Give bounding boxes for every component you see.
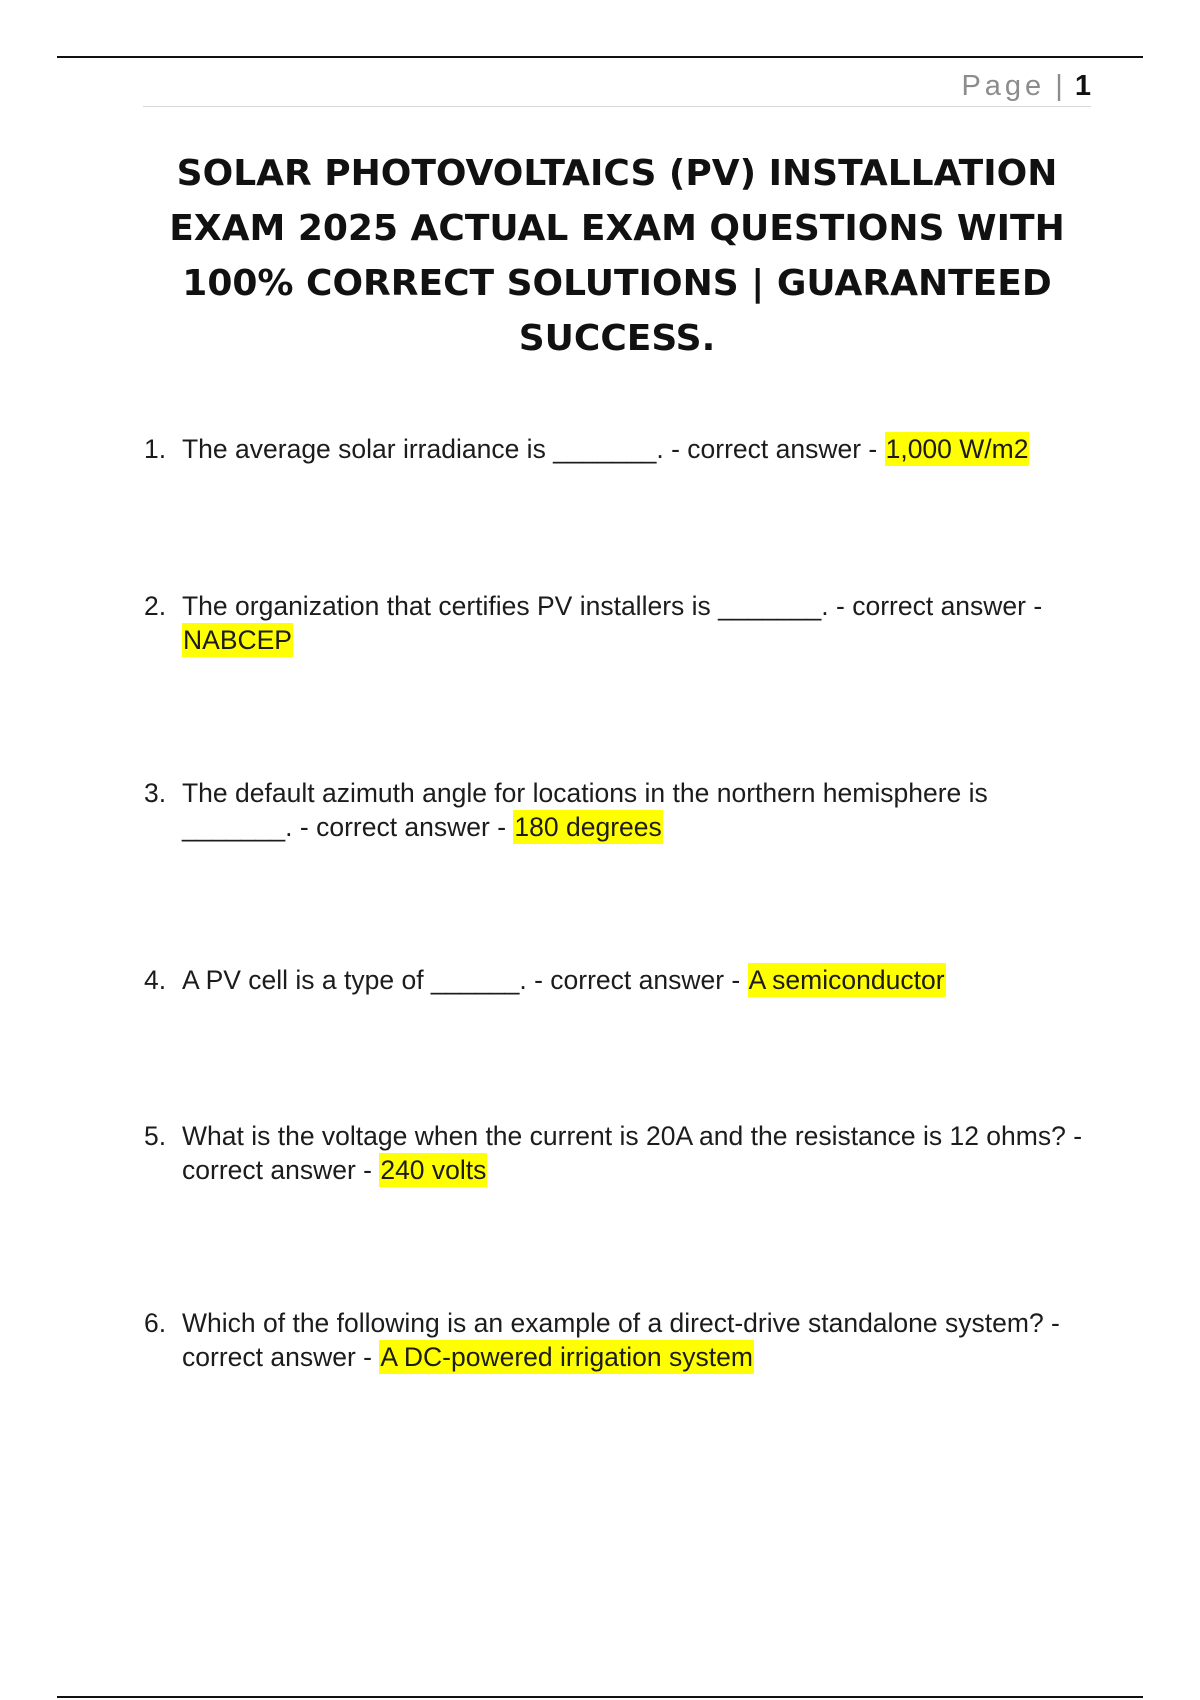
question-text: The average solar irradiance is _______. - correct answer - <box>182 434 885 464</box>
question-body <box>182 589 1084 657</box>
question-item <box>144 1306 1084 1374</box>
question-text: What is the voltage when the current is 20A and the resistance is 12 ohms? - correct answer - <box>182 1121 1083 1185</box>
question-item <box>144 432 1084 466</box>
question-item <box>144 1119 1084 1187</box>
question-body <box>182 776 1084 844</box>
highlighted-answer: NABCEP <box>183 625 292 655</box>
question-number: 6. <box>144 1308 167 1338</box>
question-body <box>182 432 1084 466</box>
highlighted-answer: 240 volts <box>380 1155 487 1185</box>
page-separator: | <box>1055 70 1063 102</box>
question-body <box>182 963 1084 997</box>
document-title: SOLAR PHOTOVOLTAICS (PV) INSTALLATION EXAM 2025 ACTUAL EXAM QUESTIONS WITH 100% CORRECT SOLUTIONS | GUARANTEED SUCCESS. <box>169 153 1065 359</box>
question-item <box>144 963 1084 997</box>
question-number: 5. <box>144 1121 167 1151</box>
question-text: Which of the following is an example of a direct-drive standalone system? - correct answer - <box>182 1308 1060 1372</box>
question-text: The default azimuth angle for locations in the northern hemisphere is _______. - correct answer - <box>182 778 988 842</box>
question-number: 3. <box>144 778 167 808</box>
page-label: Page <box>961 70 1046 102</box>
question-item <box>144 776 1084 844</box>
question-number: 4. <box>144 965 167 995</box>
question-body <box>182 1119 1084 1187</box>
question-item <box>144 589 1084 657</box>
question-number: 1. <box>144 434 167 464</box>
question-number: 2. <box>144 591 167 621</box>
bottom-border-rule <box>57 1696 1143 1698</box>
highlighted-answer: 1,000 W/m2 <box>885 434 1029 464</box>
highlighted-answer: A semiconductor <box>748 965 945 995</box>
question-text: A PV cell is a type of ______. - correct answer - <box>182 965 748 995</box>
highlighted-answer: A DC-powered irrigation system <box>380 1342 753 1372</box>
question-body <box>182 1306 1084 1374</box>
highlighted-answer: 180 degrees <box>514 812 662 842</box>
question-text: The organization that certifies PV installers is _______. - correct answer - <box>182 591 1043 621</box>
page-number: 1 <box>1074 70 1091 102</box>
